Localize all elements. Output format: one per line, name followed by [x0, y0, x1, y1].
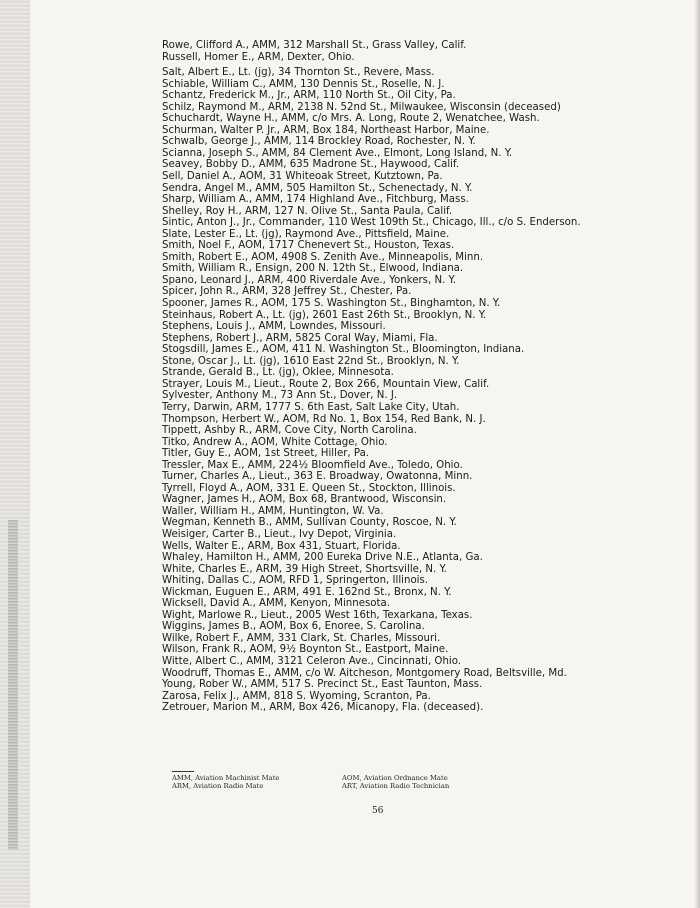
roster-entry: Strayer, Louis M., Lieut., Route 2, Box 266, Mountain View, Calif. [162, 378, 490, 390]
legend-aom: AOM, Aviation Ordnance Mate [342, 774, 448, 782]
roster-entry: Stephens, Robert J., ARM, 5825 Coral Way, Miami, Fla. [162, 332, 438, 344]
roster-entry: Salt, Albert E., Lt. (jg), 34 Thornton St., Revere, Mass. [162, 67, 435, 79]
legend-rule [172, 771, 194, 772]
roster-entry: Schurman, Walter P. Jr., ARM, Box 184, Northeast Harbor, Maine. [162, 124, 490, 136]
roster-entry: Wegman, Kenneth B., AMM, Sullivan County, Roscoe, N. Y. [162, 517, 457, 529]
roster-entry: Tressler, Max E., AMM, 224½ Bloomfield Ave., Toledo, Ohio. [162, 459, 463, 471]
roster-entry: Sylvester, Anthony M., 73 Ann St., Dover, N. J. [162, 390, 398, 402]
roster-entry: Turner, Charles A., Lieut., 363 E. Broadway, Owatonna, Minn. [162, 471, 473, 483]
roster-entry: Rowe, Clifford A., AMM, 312 Marshall St., Grass Valley, Calif. [162, 40, 467, 51]
roster-entry: Wilson, Frank R., AOM, 9½ Boynton St., Eastport, Maine. [162, 644, 449, 656]
roster-entry: Stogsdill, James E., AOM, 411 N. Washington St., Bloomington, Indiana. [162, 344, 525, 356]
roster-entry: Spooner, James R., AOM, 175 S. Washington St., Binghamton, N. Y. [162, 298, 501, 310]
roster-entry: Wagner, James H., AOM, Box 68, Brantwood, Wisconsin. [162, 494, 447, 506]
roster-entry: Slate, Lester E., Lt. (jg), Raymond Ave., Pittsfield, Maine. [162, 228, 450, 240]
roster-list [162, 40, 602, 714]
scan-right-edge [694, 0, 700, 908]
roster-entry: Schilz, Raymond M., ARM, 2138 N. 52nd St., Milwaukee, Wisconsin (deceased) [162, 101, 561, 113]
abbreviation-legend [172, 771, 492, 790]
roster-entry: Whiting, Dallas C., AOM, RFD 1, Springerton, Illinois. [162, 575, 429, 587]
roster-entry: Steinhaus, Robert A., Lt. (jg), 2601 East 26th St., Brooklyn, N. Y. [162, 309, 487, 321]
roster-entry: Schiable, William C., AMM, 130 Dennis St., Roselle, N. J. [162, 78, 445, 90]
roster-entry: White, Charles E., ARM, 39 High Street, Shortsville, N. Y. [162, 563, 447, 575]
roster-entry: Spicer, John R., ARM, 328 Jeffrey St., Chester, Pa. [162, 286, 412, 298]
roster-entry: Tippett, Ashby R., ARM, Cove City, North Carolina. [162, 425, 417, 437]
roster-entry: Young, Rober W., AMM, 517 S. Precinct St., East Taunton, Mass. [162, 679, 483, 691]
roster-entry: Smith, Noel F., AOM, 1717 Chenevert St., Houston, Texas. [162, 240, 455, 252]
roster-entry: Titler, Guy E., AOM, 1st Street, Hiller, Pa. [162, 448, 370, 460]
roster-entry: Tyrrell, Floyd A., AOM, 331 E. Queen St., Stockton, Illinois. [162, 482, 456, 494]
roster-entry: Spano, Leonard J., ARM, 400 Riverdale Ave., Yonkers, N. Y. [162, 274, 456, 286]
roster-entry: Seavey, Bobby D., AMM, 635 Madrone St., Haywood, Calif. [162, 159, 460, 171]
roster-entry: Wiggins, James B., AOM, Box 6, Enoree, S. Carolina. [162, 621, 425, 633]
legend-amm: AMM, Aviation Machinist Mate [172, 774, 280, 782]
roster-entry: Terry, Darwin, ARM, 1777 S. 6th East, Salt Lake City, Utah. [162, 401, 460, 413]
roster-entry: Shelley, Roy H., ARM, 127 N. Olive St., Santa Paula, Calif. [162, 205, 453, 217]
roster-entry: Sendra, Angel M., AMM, 505 Hamilton St., Schenectady, N. Y. [162, 182, 473, 194]
roster-entry: Zarosa, Felix J., AMM, 818 S. Wyoming, Scranton, Pa. [162, 690, 431, 702]
roster-entry: Thompson, Herbert W., AOM, Rd No. 1, Box 154, Red Bank, N. J. [162, 413, 486, 425]
roster-entry: Russell, Homer E., ARM, Dexter, Ohio. [162, 51, 355, 63]
roster-entry: Schantz, Frederick M., Jr., ARM, 110 North St., Oil City, Pa. [162, 90, 456, 102]
roster-entry: Schuchardt, Wayne H., AMM, c/o Mrs. A. Long, Route 2, Wenatchee, Wash. [162, 113, 540, 125]
roster-entry: Strande, Gerald B., Lt. (jg), Oklee, Minnesota. [162, 367, 394, 379]
roster-entry: Wickman, Euguen E., ARM, 491 E. 162nd St., Bronx, N. Y. [162, 586, 452, 598]
page-number: 56 [372, 806, 384, 816]
legend-art: ART, Aviation Radio Technician [342, 782, 450, 790]
roster-entry: Zetrouer, Marion M., ARM, Box 426, Micanopy, Fla. (deceased). [162, 702, 484, 714]
roster-entry: Schwalb, George J., AMM, 114 Brockley Road, Rochester, N. Y. [162, 136, 476, 148]
roster-entry: Stone, Oscar J., Lt. (jg), 1610 East 22nd St., Brooklyn, N. Y. [162, 355, 460, 367]
roster-entry: Waller, William H., AMM, Huntington, W. Va. [162, 505, 384, 517]
roster-entry: Sell, Daniel A., AOM, 31 Whiteoak Street, Kutztown, Pa. [162, 171, 443, 183]
roster-entry: Smith, Robert E., AOM, 4908 S. Zenith Ave., Minneapolis, Minn. [162, 251, 484, 263]
roster-entry: Whaley, Hamilton H., AMM, 200 Eureka Drive N.E., Atlanta, Ga. [162, 552, 483, 564]
roster-entry: Wicksell, David A., AMM, Kenyon, Minnesota. [162, 598, 390, 610]
roster-entry: Stephens, Louis J., AMM, Lowndes, Missouri. [162, 321, 386, 333]
roster-entry: Sharp, William A., AMM, 174 Highland Ave., Fitchburg, Mass. [162, 194, 469, 206]
scan-left-edge [0, 0, 30, 908]
roster-entry: Weisiger, Carter B., Lieut., Ivy Depot, Virginia. [162, 528, 397, 540]
legend-arm: ARM, Aviation Radio Mate [172, 782, 264, 790]
roster-entry: Wilke, Robert F., AMM, 331 Clark, St. Charles, Missouri. [162, 632, 441, 644]
roster-entry: Wells, Walter E., ARM, Box 431, Stuart, Florida. [162, 540, 401, 552]
roster-entry: Titko, Andrew A., AOM, White Cottage, Ohio. [162, 436, 388, 448]
roster-entry: Sintic, Anton J., Jr., Commander, 110 West 109th St., Chicago, Ill., c/o S. Enderson. [162, 217, 581, 229]
roster-entry: Wight, Marlowe R., Lieut., 2005 West 16th, Texarkana, Texas. [162, 609, 473, 621]
roster-entry: Scianna, Joseph S., AMM, 84 Clement Ave., Elmont, Long Island, N. Y. [162, 147, 513, 159]
roster-entry: Woodruff, Thomas E., AMM, c/o W. Aitcheson, Montgomery Road, Beltsville, Md. [162, 667, 567, 679]
roster-entry: Witte, Albert C., AMM, 3121 Celeron Ave., Cincinnati, Ohio. [162, 655, 462, 667]
roster-entry: Smith, William R., Ensign, 200 N. 12th St., Elwood, Indiana. [162, 263, 464, 275]
